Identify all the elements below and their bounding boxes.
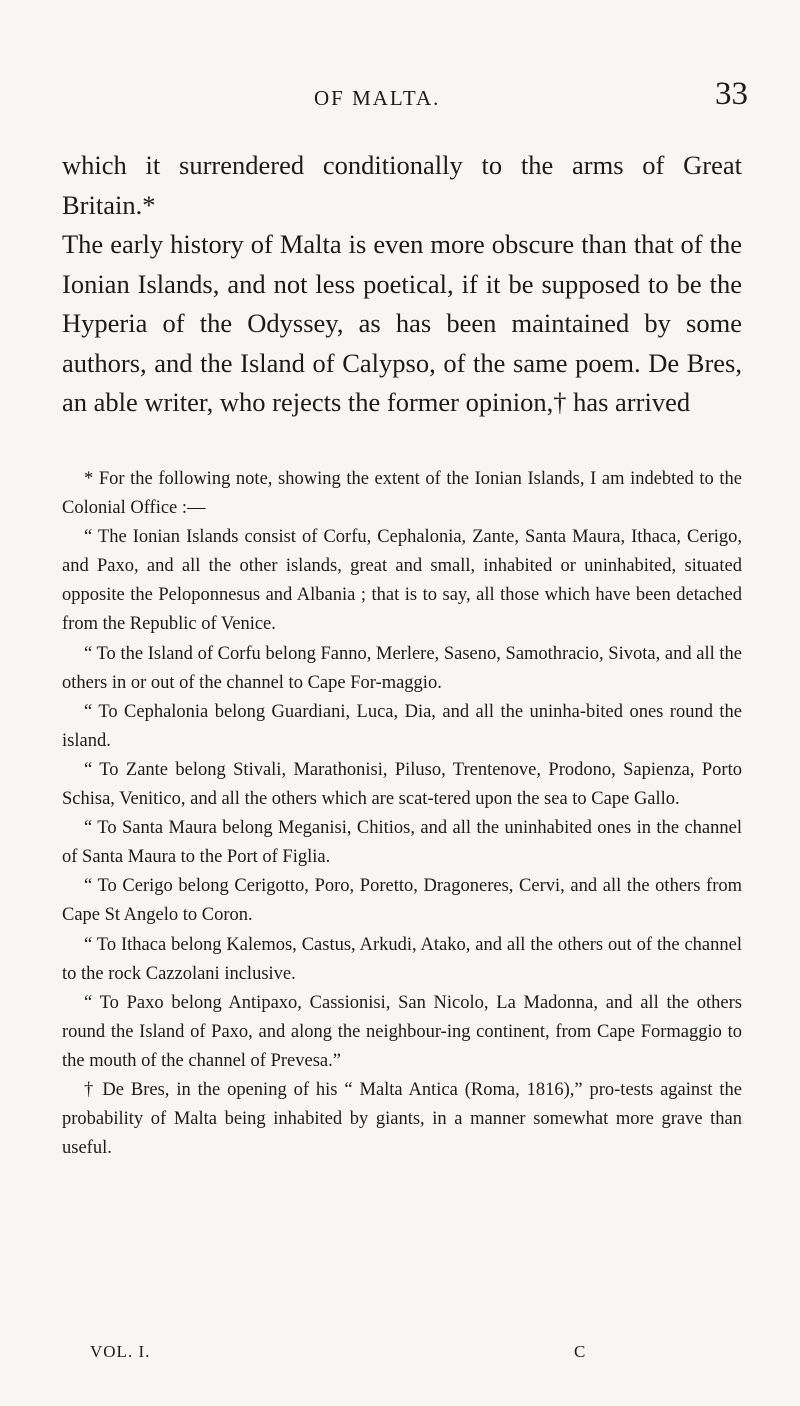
footnote-quote-cephalonia: “ To Cephalonia belong Guardiani, Luca, Dia, and all the uninha-bited ones round the island. — [62, 701, 742, 751]
paragraph-early-history: The early history of Malta is even more obscure than that of the Ionian Islands, and not less poetical, if it be supposed to be the Hyperia of the Odyssey, as has been maintained by some authors, and the Island of Calypso, of the same poem. De Bres, an able writer, who rejects the former opinion,† has arrived — [62, 229, 742, 417]
footnote-quote-cerigo: “ To Cerigo belong Cerigotto, Poro, Poretto, Dragoneres, Cervi, and all the others from Cape St Angelo to Coron. — [62, 876, 742, 926]
page-number: 33 — [715, 76, 748, 112]
signature-mark: C — [574, 1342, 587, 1361]
running-head — [0, 72, 800, 112]
footnote-quote-ithaca: “ To Ithaca belong Kalemos, Castus, Arkudi, Atako, and all the others out of the channel to the rock Cazzolani inclusive. — [62, 934, 742, 984]
footnote-dagger-de-bres: † De Bres, in the opening of his “ Malta Antica (Roma, 1816),” pro-tests against the probability of Malta being inhabited by giants, in a manner somewhat more grave than useful. — [62, 1079, 742, 1159]
main-text — [62, 146, 742, 423]
running-title: OF MALTA. — [314, 86, 441, 110]
footnote-asterisk-intro: * For the following note, showing the extent of the Ionian Islands, I am indebted to the Colonial Office :— — [62, 469, 742, 519]
footnote-quote-santa-maura: “ To Santa Maura belong Meganisi, Chitios, and all the uninhabited ones in the channel of Santa Maura to the Port of Figlia. — [62, 818, 742, 868]
paragraph-continuation: which it surrendered conditionally to the arms of Great Britain.* — [62, 150, 742, 220]
footnote-quote-paxo: “ To Paxo belong Antipaxo, Cassionisi, San Nicolo, La Madonna, and all the others round the Island of Paxo, and along the neighbour-ing continent, from Cape Formaggio to the mouth of the channel of Prevesa.” — [62, 992, 742, 1071]
footnote-quote-ionian-islands: “ The Ionian Islands consist of Corfu, Cephalonia, Zante, Santa Maura, Ithaca, Cerigo, and Paxo, and all the other islands, great and small, inhabited or uninhabited, situated opposite the Peloponnesus and Albania ; that is to say, all those which have been detached from the Republic of Venice. — [62, 527, 742, 635]
footnotes — [62, 465, 742, 1163]
footnote-quote-zante: “ To Zante belong Stivali, Marathonisi, Piluso, Trentenove, Prodono, Sapienza, Porto Schisa, Venitico, and all the others which are scat-tered upon the sea to Cape Gallo. — [62, 759, 742, 810]
footnote-quote-corfu: “ To the Island of Corfu belong Fanno, Merlere, Saseno, Samothracio, Sivota, and all the others in or out of the channel to Cape For-maggio. — [62, 643, 742, 693]
volume-mark: VOL. I. — [90, 1342, 151, 1361]
